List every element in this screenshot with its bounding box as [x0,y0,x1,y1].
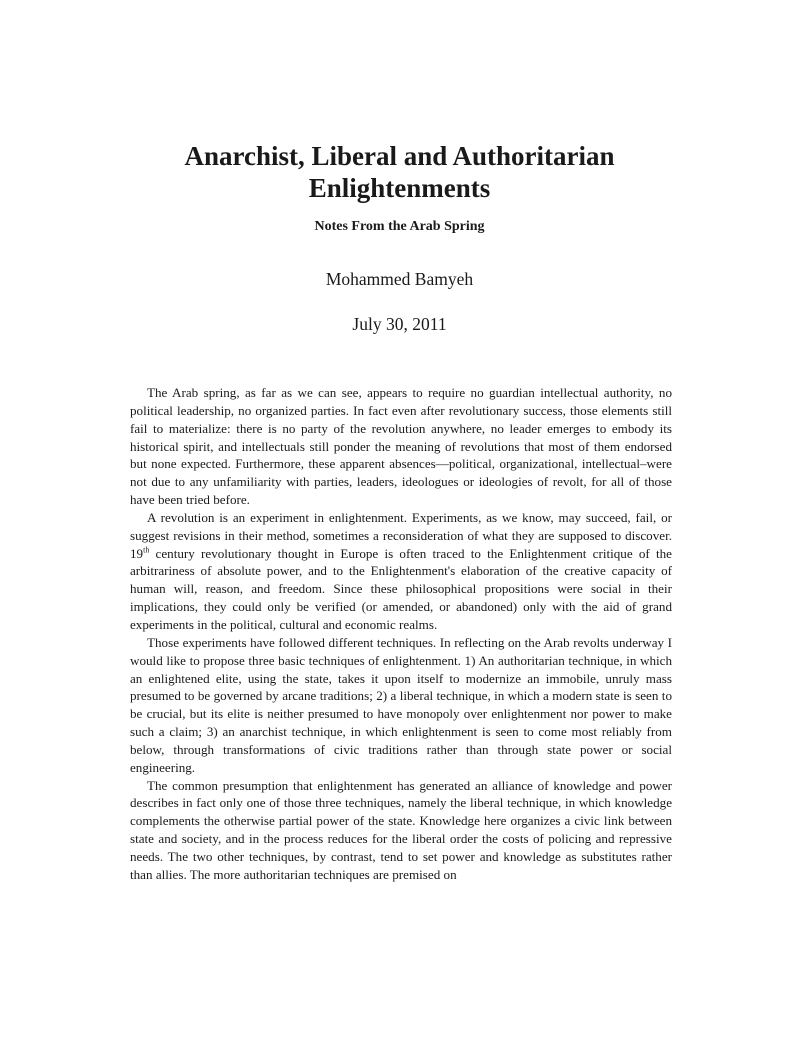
paragraph-2 [130,509,672,634]
paragraph-3: Those experiments have followed different techniques. In reflecting on the Arab revolts underway I would like to propose three basic techniques of enlightenment. 1) An authoritarian technique, in which an enlightened elite, using the state, takes it upon itself to modernize an immobile, unruly mass presumed to be governed by arcane traditions; 2) a liberal technique, in which a modern state is seen to be crucial, but its elite is neither presumed to have monopoly over enlightenment nor power to make such a claim; 3) an anarchist technique, in which enlightenment is seen to come most reliably from below, through transformations of civic traditions rather than through state power or social engineering. [130,634,672,775]
paragraph-2-superscript: th [143,545,150,555]
paragraph-4: The common presumption that enlightenment has generated an alliance of knowledge and power describes in fact only one of those three techniques, namely the liberal technique, in which knowledge complements the otherwise partial power of the state. Knowledge here organizes a civic link between state and society, and in the process reduces for the liberal order the costs of policing and repressive needs. The two other techniques, by contrast, tend to set power and knowledge as substitutes rather than allies. The more authoritarian techniques are premised on [130,777,672,882]
paragraph-1: The Arab spring, as far as we can see, appears to require no guardian intellectual authority, no political leadership, no organized parties. In fact even after revolutionary success, those elements still fail to materialize: there is no party of the revolution anywhere, no leader emerges to embody its historical spirit, and intellectuals still ponder the meaning of revolutions that most of them endorsed but none expected. Furthermore, these apparent absences—political, organizational, intellectual–were not due to any unfamiliarity with parties, leaders, ideologues or ideologies of revolt, for all of those have been tried before. [130,385,672,508]
document-subtitle: Notes From the Arab Spring [314,219,485,234]
document-author: Mohammed Bamyeh [325,269,474,289]
paragraph-2-after: century revolutionary thought in Europe is often traced to the Enlightenment critique of the arbitrariness of absolute power, and to the Enlightenment's elaboration of the creative capacity of human will, reason, and freedom. Since these philosophical propositions were social in their implications, they could only be verified (or amended, or abandoned) only with the aid of grand experiments in the political, cultural and economic realms. [130,545,672,632]
document-title: Anarchist, Liberal and Authoritarian Enlightenments [184,141,615,203]
paragraph-2-before: A revolution is an experiment in enlightenment. Experiments, as we know, may succeed, fail, or suggest revisions in their method, sometimes a reconsideration of what they are supposed to discover. 19 [130,509,672,561]
document-body [130,384,672,884]
document-date: July 30, 2011 [352,314,447,334]
